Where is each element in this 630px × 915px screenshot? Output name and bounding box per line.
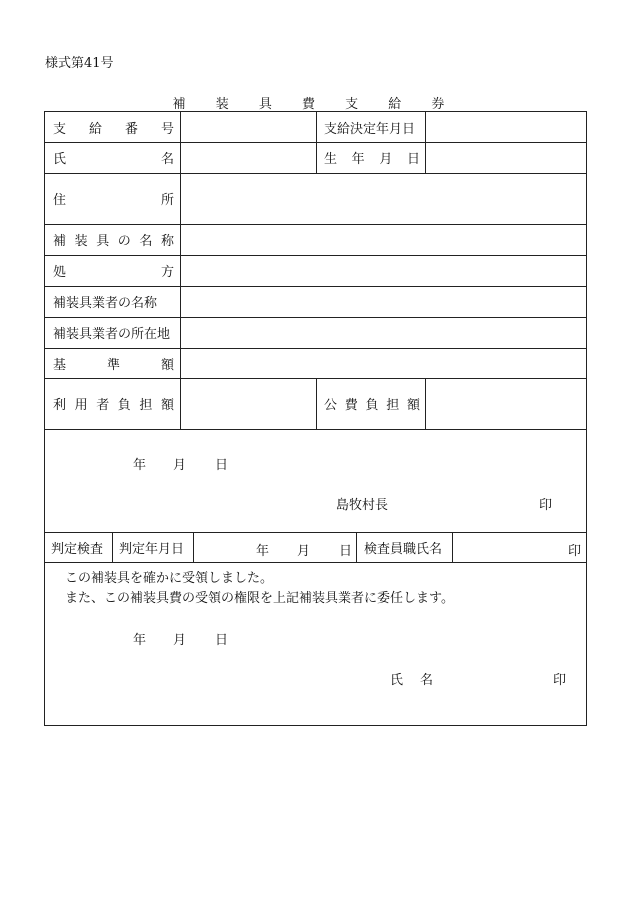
label-char: 準 (106, 357, 120, 373)
vendor-name-label: 補装具業者の名称 (53, 296, 158, 311)
label-char: 日 (406, 152, 420, 167)
label-char: 者 (96, 398, 110, 413)
label-char: 名 (160, 152, 174, 167)
inspection-date-label: 判定年月日 (119, 541, 185, 557)
label-char: 公 (324, 398, 338, 413)
inspection-label: 判定検査 (51, 541, 104, 557)
label-char: 用 (74, 398, 88, 413)
label-char: 額 (160, 398, 174, 413)
label-char: 月 (379, 152, 393, 167)
label-char: 担 (139, 398, 153, 413)
public-burden-field[interactable] (432, 378, 580, 429)
name-label (53, 142, 174, 173)
label-char: 額 (160, 357, 174, 373)
prescription-label-text (53, 261, 174, 280)
user-burden-label-text (53, 394, 174, 413)
form-number: 様式第41号 (45, 56, 114, 71)
inspection-date-year: 年 (256, 544, 270, 559)
payment-number-label-text (53, 118, 174, 137)
inspector-seal: 印 (568, 544, 582, 559)
prescription-field[interactable] (187, 255, 579, 286)
receipt-date-year: 年 (133, 633, 147, 648)
device-name-label (53, 224, 174, 255)
label-char: 番 (124, 121, 138, 137)
public-burden-label (324, 378, 420, 429)
label-char: 装 (74, 234, 88, 249)
decision-date-label: 支給決定年月日 (324, 121, 416, 137)
label-char: 氏 (53, 152, 67, 167)
label-char: 号 (160, 121, 174, 137)
issuer-seal: 印 (539, 498, 553, 513)
decision-date-field[interactable] (432, 112, 580, 142)
label-char: 費 (344, 398, 358, 413)
label-char: 負 (117, 398, 131, 413)
birth-date-field[interactable] (432, 142, 580, 173)
label-char: 補 (53, 234, 67, 249)
issuer-name: 島牧村長 (336, 498, 389, 513)
public-burden-label-text (324, 394, 420, 413)
vendor-address-field[interactable] (187, 317, 579, 348)
receipt-line-2: また、この補装具費の受領の権限を上記補装具業者に委任します。 (65, 591, 454, 606)
prescription-label (53, 255, 174, 286)
inspection-date-month: 月 (297, 544, 311, 559)
device-name-field[interactable] (187, 224, 579, 255)
receipt-date-month: 月 (173, 633, 187, 648)
label-char: 所 (160, 193, 174, 208)
label-char: の (117, 234, 131, 249)
address-field[interactable] (187, 173, 579, 224)
inspector-label: 検査員職氏名 (364, 541, 443, 557)
receiver-seal: 印 (553, 673, 567, 688)
receipt-line-1: この補装具を確かに受領しました。 (65, 571, 274, 586)
issue-date-day: 日 (215, 458, 229, 473)
label-char: 称 (160, 234, 174, 249)
label-char: 生 (324, 152, 338, 167)
label-char: 額 (406, 398, 420, 413)
label-char: 年 (351, 152, 365, 167)
name-label-text (53, 148, 174, 167)
name-field[interactable] (187, 142, 310, 173)
label-char: 具 (96, 234, 110, 249)
label-char: 住 (53, 193, 67, 208)
user-burden-label (53, 378, 174, 429)
birth-date-label-text (324, 148, 420, 167)
document-title: 補 装 具 費 支 給 券 (172, 97, 458, 112)
voucher-form-table (44, 111, 587, 726)
payment-number-field[interactable] (187, 112, 310, 142)
label-char: 支 (53, 121, 67, 137)
standard-amount-field[interactable] (187, 348, 579, 378)
label-char: 給 (88, 121, 102, 137)
issue-date-year: 年 (133, 458, 147, 473)
receipt-date-day: 日 (215, 633, 229, 648)
standard-amount-label (53, 348, 174, 378)
label-char: 担 (386, 398, 400, 413)
label-char: 名 (139, 234, 153, 249)
receiver-name-label: 氏 名 (390, 673, 436, 688)
birth-date-label (324, 142, 420, 173)
standard-amount-label-text (53, 354, 174, 373)
inspection-date-day: 日 (339, 544, 353, 559)
label-char: 負 (365, 398, 379, 413)
vendor-address-label: 補装具業者の所在地 (53, 327, 171, 342)
label-char: 基 (53, 357, 67, 373)
payment-number-label (53, 112, 174, 142)
label-char: 利 (53, 398, 67, 413)
user-burden-field[interactable] (187, 378, 310, 429)
address-label-text (53, 189, 174, 208)
label-char: 方 (160, 265, 174, 280)
device-name-label-text (53, 230, 174, 249)
vendor-name-field[interactable] (187, 286, 579, 317)
label-char: 処 (53, 265, 67, 280)
address-label (53, 173, 174, 224)
issue-date-month: 月 (173, 458, 187, 473)
